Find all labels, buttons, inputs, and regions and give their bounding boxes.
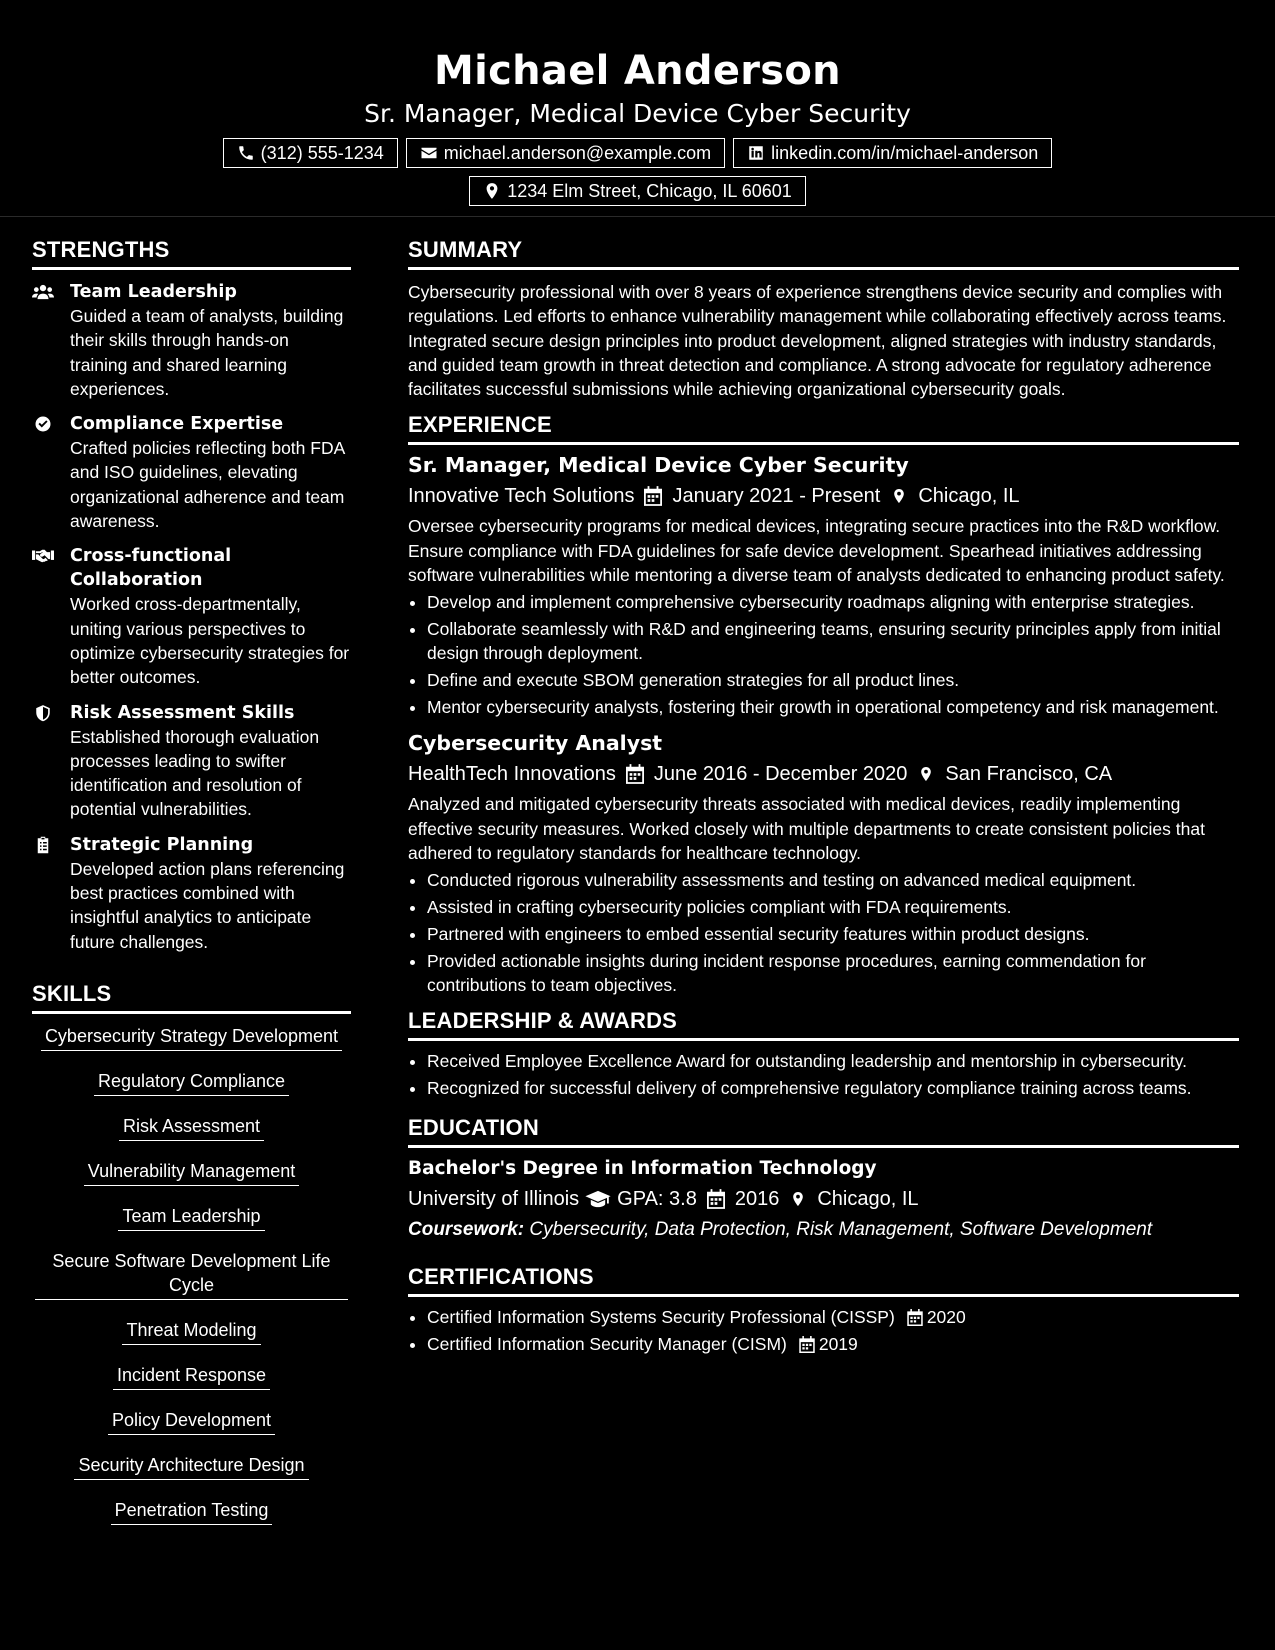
strength-item: [32, 280, 351, 401]
skill-tag: Incident Response: [113, 1363, 270, 1390]
coursework-label: Coursework:: [408, 1219, 525, 1241]
summary-text: Cybersecurity professional with over 8 years of experience strengthens device security and complies with regulations. Led efforts to enhance vulnerability management while collaborating effectively across teams. Integrated secure design principles into product development, aligned strategies with industry standards, and guided team growth in threat detection and compliance. A strong advocate for regulatory adherence facilitates successful submissions while achieving organizational cybersecurity goals.: [408, 282, 1227, 400]
skills-heading: SKILLS: [32, 980, 351, 1014]
skill-tag: Vulnerability Management: [84, 1159, 299, 1186]
skill-tag: Policy Development: [108, 1408, 275, 1435]
envelope-icon: [420, 144, 438, 162]
left-column: [32, 236, 351, 1543]
education-location: Chicago, IL: [817, 1188, 919, 1211]
strength-title: Cross-functional Collaboration: [70, 546, 232, 591]
map-marker-icon: [483, 182, 501, 200]
address-row: [0, 176, 1275, 206]
cert-year: 2019: [818, 1334, 858, 1355]
skill-tag: Cybersecurity Strategy Development: [41, 1024, 342, 1051]
email-text: michael.anderson@example.com: [443, 142, 712, 163]
candidate-title: Sr. Manager, Medical Device Cyber Security: [364, 99, 911, 128]
linkedin-text: linkedin.com/in/michael-anderson: [771, 142, 1039, 163]
users-icon: [32, 283, 54, 301]
calendar-icon: [799, 1336, 815, 1353]
strength-desc: Established thorough evaluation processes leading to swifter identification and resolution of potential vulnerabilities.: [70, 726, 320, 820]
map-marker-icon: [891, 486, 907, 506]
job-bullets: [408, 868, 1239, 997]
coursework-text: Cybersecurity, Data Protection, Risk Management, Software Development: [529, 1219, 1153, 1241]
education-meta: [408, 1184, 1239, 1214]
list-item: • Received Employee Excellence Award for outstanding leadership and mentorship in cybersecurity.: [427, 1049, 1239, 1073]
header: [0, 0, 1275, 217]
list-item: • Develop and implement comprehensive cybersecurity roadmaps aligning with enterprise strategies.: [427, 590, 1239, 614]
job-location: San Francisco, CA: [945, 763, 1113, 786]
strengths-list: [32, 280, 351, 954]
list-item: [427, 1332, 1239, 1356]
map-marker-icon: [918, 764, 934, 784]
strength-item: [32, 701, 351, 822]
strength-desc: Developed action plans referencing best practices combined with insightful analytics to anticipate future challenges.: [70, 858, 345, 952]
strength-item: [32, 833, 351, 954]
linkedin-icon: [747, 144, 765, 162]
phone-chip[interactable]: [223, 138, 398, 168]
education-coursework: [408, 1215, 1239, 1245]
contact-row: [0, 138, 1275, 168]
shield-icon: [32, 704, 54, 722]
strength-title: Compliance Expertise: [70, 414, 284, 435]
education-degree: Bachelor's Degree in Information Technology: [408, 1158, 877, 1180]
calendar-icon: [907, 1309, 923, 1326]
list-item: • Partnered with engineers to embed essential security features within product designs.: [427, 922, 1239, 946]
education-gpa: GPA: 3.8: [617, 1188, 697, 1211]
strength-item: [32, 412, 351, 533]
job-company: Innovative Tech Solutions: [408, 485, 635, 508]
education-heading: EDUCATION: [408, 1114, 1239, 1148]
graduation-cap-icon: [585, 1190, 611, 1208]
map-marker-icon: [790, 1189, 806, 1209]
job-meta: [408, 759, 1239, 789]
list-item: [427, 1305, 1239, 1329]
list-item: • Define and execute SBOM generation strategies for all product lines.: [427, 668, 1239, 692]
list-item: • Assisted in crafting cybersecurity policies compliant with FDA requirements.: [427, 895, 1239, 919]
strength-title: Risk Assessment Skills: [70, 702, 295, 723]
skill-tag: Regulatory Compliance: [94, 1069, 289, 1096]
email-chip[interactable]: [406, 138, 725, 168]
calendar-icon: [644, 486, 662, 506]
cert-name: • Certified Information Security Manager (CISM): [427, 1334, 787, 1355]
job-title: Sr. Manager, Medical Device Cyber Security: [408, 453, 909, 478]
leadership-list: [408, 1049, 1239, 1100]
job-meta: [408, 481, 1239, 511]
list-item: • Recognized for successful delivery of comprehensive regulatory compliance training across teams.: [427, 1076, 1239, 1100]
certifications-list: [408, 1305, 1239, 1356]
strength-title: Team Leadership: [70, 282, 237, 302]
check-circle-icon: [32, 415, 54, 433]
job-entry: [408, 451, 1239, 719]
strength-title: Strategic Planning: [70, 834, 254, 855]
skill-tag: Team Leadership: [118, 1204, 264, 1231]
phone-text: (312) 555-1234: [260, 142, 384, 163]
clipboard-icon: [32, 836, 54, 854]
candidate-name: Michael Anderson: [434, 48, 841, 94]
handshake-icon: [32, 547, 54, 565]
strength-desc: Guided a team of analysts, building their skills through hands-on training and shared learning experiences.: [70, 306, 344, 399]
skills-list: [32, 1024, 351, 1543]
job-bullets: [408, 590, 1239, 719]
list-item: • Mentor cybersecurity analysts, fostering their growth in operational competency and risk management.: [427, 695, 1239, 719]
leadership-heading: LEADERSHIP & AWARDS: [408, 1007, 1239, 1041]
job-location: Chicago, IL: [918, 485, 1020, 508]
experience-heading: EXPERIENCE: [408, 411, 1239, 445]
linkedin-chip[interactable]: [733, 138, 1052, 168]
strength-item: [32, 544, 351, 689]
right-column: [408, 236, 1239, 1359]
list-item: • Collaborate seamlessly with R&D and engineering teams, ensuring security principles apply from initial design through deployment.: [427, 617, 1239, 666]
cert-year: 2020: [926, 1307, 966, 1328]
education-school: University of Illinois: [408, 1188, 580, 1211]
job-description: Analyzed and mitigated cybersecurity threats associated with medical devices, readily implementing effective security measures. Worked closely with multiple departments to create consistent policies that adhered to regulatory standards for healthcare technology.: [408, 794, 1205, 863]
list-item: • Conducted rigorous vulnerability assessments and testing on advanced medical equipment.: [427, 868, 1239, 892]
skill-tag: Penetration Testing: [111, 1498, 273, 1525]
skill-tag: Threat Modeling: [122, 1318, 260, 1345]
skill-tag: Secure Software Development Life Cycle: [35, 1249, 348, 1300]
list-item: • Provided actionable insights during incident response procedures, earning commendation for contributions to team objectives.: [427, 949, 1239, 998]
calendar-icon: [626, 764, 644, 784]
job-title: Cybersecurity Analyst: [408, 731, 663, 756]
skill-tag: Risk Assessment: [119, 1114, 264, 1141]
summary-heading: SUMMARY: [408, 236, 1239, 270]
cert-name: • Certified Information Systems Security Professional (CISSP): [427, 1307, 895, 1328]
job-entry: [408, 729, 1239, 997]
calendar-icon: [707, 1189, 725, 1209]
certifications-heading: CERTIFICATIONS: [408, 1263, 1239, 1297]
strength-desc: Crafted policies reflecting both FDA and ISO guidelines, elevating organizational adherence and team awareness.: [70, 438, 345, 532]
strengths-heading: STRENGTHS: [32, 236, 351, 270]
job-company: HealthTech Innovations: [408, 763, 616, 786]
phone-icon: [237, 144, 255, 162]
address-text: 1234 Elm Street, Chicago, IL 60601: [507, 180, 792, 201]
strength-desc: Worked cross-departmentally, uniting various perspectives to optimize cybersecurity strategies for better outcomes.: [70, 594, 350, 688]
job-dates: January 2021 - Present: [672, 485, 881, 508]
job-description: Oversee cybersecurity programs for medical devices, integrating secure practices into the R&D workflow. Ensure compliance with FDA guidelines for safe device development. Spearhead initiatives addressing software vulnerabilities while mentoring a diverse team of analysts dedicated to enhancing product safety.: [408, 516, 1225, 586]
job-dates: June 2016 - December 2020: [653, 763, 908, 786]
address-chip: [469, 176, 806, 206]
education-year: 2016: [734, 1188, 780, 1211]
skill-tag: Security Architecture Design: [74, 1453, 308, 1480]
